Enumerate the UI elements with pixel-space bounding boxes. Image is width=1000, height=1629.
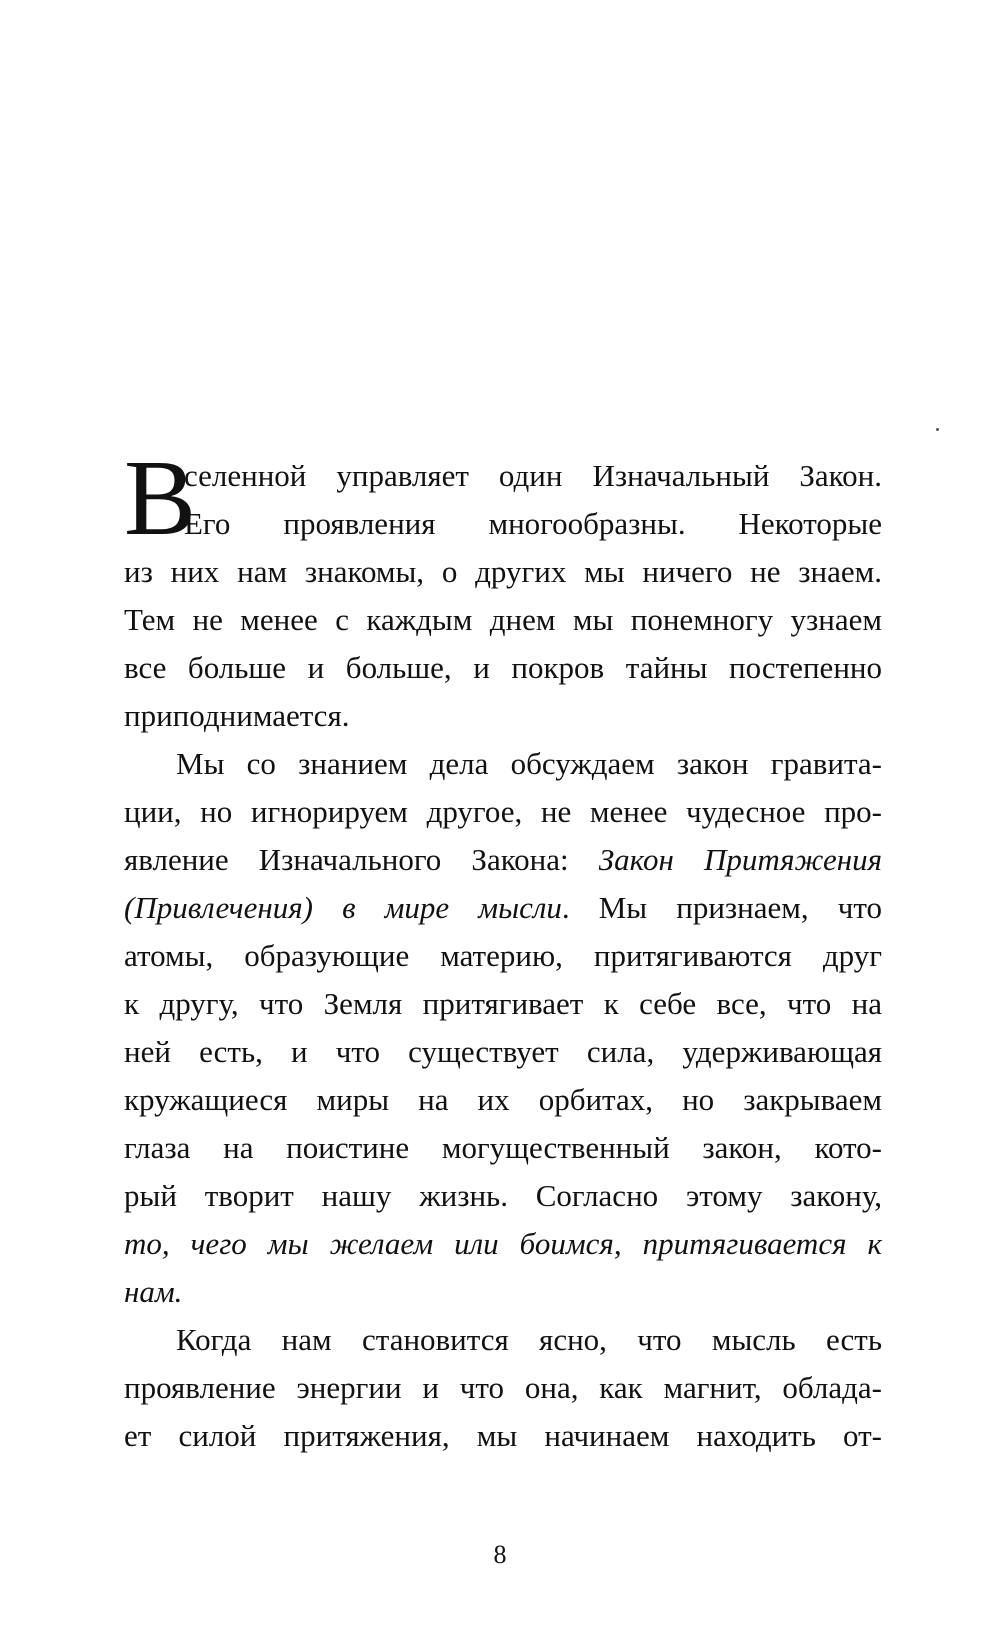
text-line: ет силой притяжения, мы начинаем находить от-: [124, 1418, 882, 1453]
body-text: [124, 439, 882, 1460]
text-segment: явление Изначального Закона:: [124, 842, 599, 877]
text-segment: . Мы признаем, что: [561, 890, 882, 925]
text-line: Мы со знанием дела обсуждаем закон гравита-: [176, 746, 882, 781]
text-line: то, чего мы желаем или боимся, притягивается к: [124, 1226, 882, 1261]
italic-segment: Закон Притяжения: [598, 842, 882, 877]
text-line: атомы, образующие материю, притягиваются друг: [124, 938, 882, 973]
text-line: приподнимается.: [124, 698, 350, 733]
text-line: кружащиеся миры на их орбитах, но закрываем: [124, 1082, 882, 1117]
text-line: глаза на поистине могущественный закон, кото-: [124, 1130, 882, 1165]
text-line: [124, 836, 882, 884]
text-line: ней есть, и что существует сила, удерживающая: [124, 1034, 882, 1069]
italic-segment: (Привлечения) в мире мысли: [124, 890, 562, 925]
text-line: Когда нам становится ясно, что мысль есть: [176, 1322, 882, 1357]
text-line: [124, 884, 882, 932]
text-line: ции, но игнорируем другое, не менее чудесное про-: [124, 794, 882, 829]
text-line: Тем не менее с каждым днем мы понемногу узнаем: [124, 602, 882, 637]
text-line: селенной управляет один Изначальный Закон.: [184, 458, 882, 493]
drop-cap: В: [124, 439, 197, 558]
text-line: рый творит нашу жизнь. Согласно этому закону,: [124, 1178, 882, 1213]
text-line: все больше и больше, и покров тайны постепенно: [124, 650, 882, 685]
text-line: Его проявления многообразны. Некоторые: [184, 506, 882, 541]
text-line: нам.: [124, 1274, 183, 1309]
text-line: из них нам знакомы, о других мы ничего не знаем.: [124, 554, 882, 589]
paper-speck: [936, 428, 939, 431]
text-line: проявление энергии и что она, как магнит, облада-: [124, 1370, 882, 1405]
text-line: к другу, что Земля притягивает к себе все, что на: [124, 986, 882, 1021]
page-number: 8: [493, 1540, 507, 1569]
